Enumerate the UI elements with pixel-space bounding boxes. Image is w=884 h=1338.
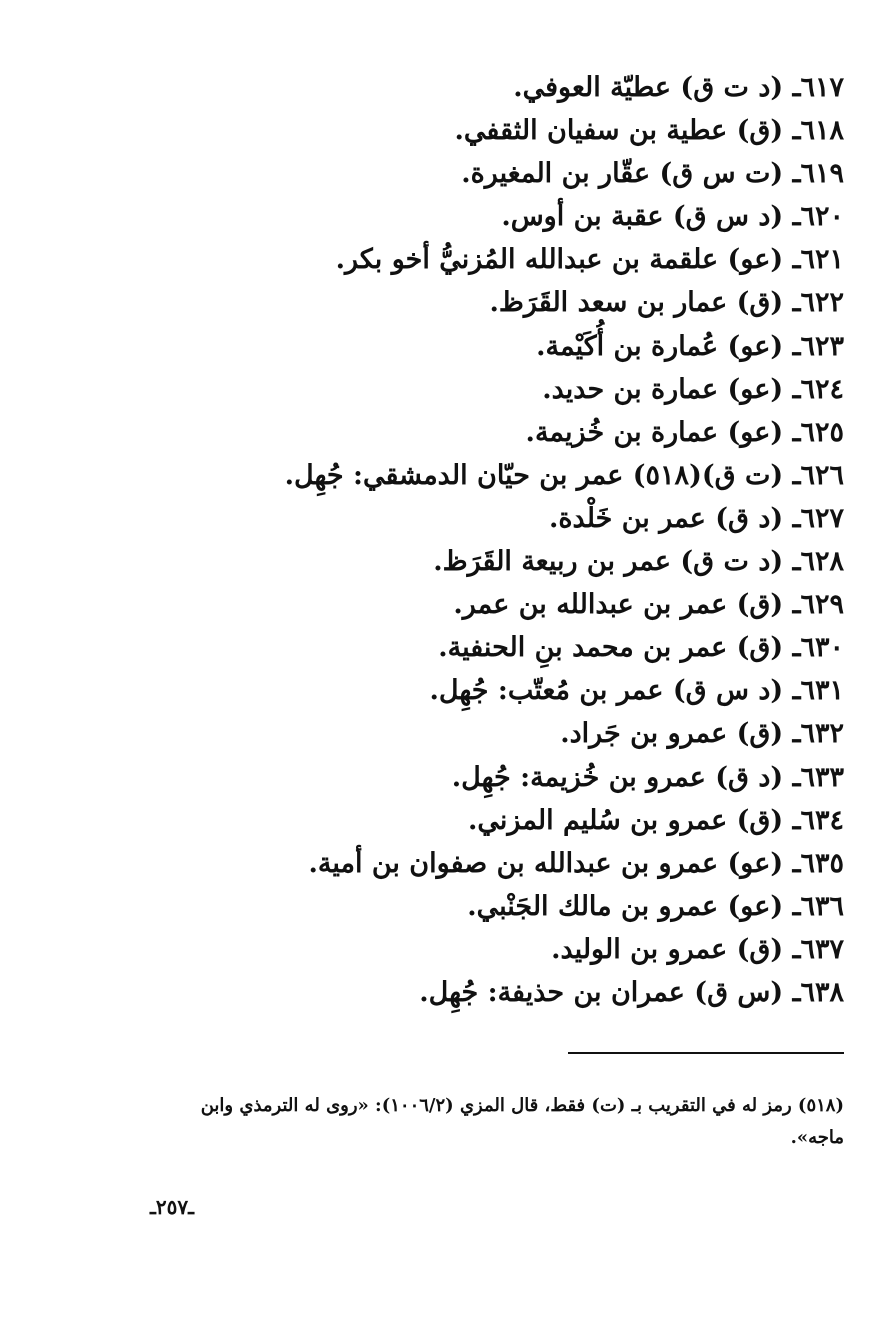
entry-number: ٦٣٣ـ bbox=[792, 761, 844, 793]
entry-text: (ق) عمرو بن الوليد. bbox=[551, 933, 784, 965]
entry-text: (ق) عمرو بن سُليم المزني. bbox=[468, 804, 784, 836]
entry-text: (ت س ق) عقّار بن المغيرة. bbox=[461, 158, 784, 190]
entry-text: (عو) عمرو بن عبدالله بن صفوان بن أمية. bbox=[308, 847, 784, 879]
list-item bbox=[224, 712, 844, 755]
entry-text: (ق) عمر بن عبدالله بن عمر. bbox=[453, 589, 784, 621]
list-item bbox=[224, 454, 844, 497]
entry-text: (عو) عُمارة بن أُكَيْمة. bbox=[536, 330, 784, 362]
entry-number: ٦٣١ـ bbox=[792, 675, 844, 707]
list-item bbox=[224, 756, 844, 799]
list-item bbox=[224, 281, 844, 324]
entry-number: ٦٣٧ـ bbox=[792, 933, 844, 965]
list-item bbox=[224, 238, 844, 281]
footnote-separator bbox=[568, 1052, 844, 1054]
list-item bbox=[224, 540, 844, 583]
entry-number: ٦٣٨ـ bbox=[792, 976, 844, 1008]
entry-text: (ت ق)(٥١٨) عمر بن حيّان الدمشقي: جُهِل. bbox=[284, 459, 784, 491]
list-item bbox=[224, 885, 844, 928]
entry-number: ٦١٧ـ bbox=[792, 72, 844, 103]
entry-text: (د ت ق) عمر بن ربيعة القَرَظ. bbox=[433, 546, 784, 578]
entry-text: (ق) عمرو بن جَراد. bbox=[560, 718, 784, 750]
entry-text: (ق) عمر بن محمد بنِ الحنفية. bbox=[438, 632, 784, 664]
entry-text: (عو) علقمة بن عبدالله المُزنيُّ أخو بكر. bbox=[335, 244, 784, 276]
entry-number: ٦٢٩ـ bbox=[792, 589, 844, 621]
entry-number: ٦٣٦ـ bbox=[792, 890, 844, 922]
entry-text: (عو) عمارة بن خُزيمة. bbox=[525, 416, 784, 448]
entry-text: (د ق) عمرو بن خُزيمة: جُهِل. bbox=[451, 761, 784, 793]
list-item bbox=[224, 799, 844, 842]
list-item bbox=[224, 842, 844, 885]
entry-text: (س ق) عمران بن حذيفة: جُهِل. bbox=[419, 976, 784, 1008]
list-item bbox=[224, 971, 844, 1014]
list-item bbox=[224, 626, 844, 669]
footnote: (٥١٨) رمز له في التقريب بـ (ت) فقط، قال المزي (١٠٠٦/٢): «روى له الترمذي وابن ماجه». bbox=[200, 1095, 844, 1148]
entry-text: (د ق) عمر بن خَلْدة. bbox=[549, 502, 784, 534]
entry-text: (د س ق) عقبة بن أوس. bbox=[501, 201, 784, 233]
entry-text: (ق) عمار بن سعد القَرَظ. bbox=[489, 287, 784, 319]
entry-number: ٦٣٤ـ bbox=[792, 804, 844, 836]
entry-text: (عو) عمارة بن حديد. bbox=[542, 373, 784, 405]
list-item bbox=[224, 325, 844, 368]
entry-number: ٦٢٥ـ bbox=[792, 416, 844, 448]
narrator-list bbox=[224, 66, 844, 1014]
entry-number: ٦٣٢ـ bbox=[792, 718, 844, 750]
entry-number: ٦٢٧ـ bbox=[792, 502, 844, 534]
entry-number: ٦٣٠ـ bbox=[792, 632, 844, 664]
entry-number: ٦٢٤ـ bbox=[792, 373, 844, 405]
list-item bbox=[224, 66, 844, 109]
entry-number: ٦٣٥ـ bbox=[792, 847, 844, 879]
entry-number: ٦١٨ـ bbox=[792, 115, 844, 147]
list-item bbox=[224, 583, 844, 626]
entry-number: ٦٢٨ـ bbox=[792, 546, 844, 578]
entry-number: ٦١٩ـ bbox=[792, 158, 844, 190]
entry-number: ٦٢٦ـ bbox=[792, 459, 844, 491]
list-item bbox=[224, 669, 844, 712]
list-item bbox=[224, 368, 844, 411]
entry-number: ٦٢٣ـ bbox=[792, 330, 844, 362]
list-item bbox=[224, 411, 844, 454]
list-item bbox=[224, 109, 844, 152]
list-item bbox=[224, 928, 844, 971]
page-number: ـ٢٥٧ـ bbox=[150, 1195, 194, 1219]
entry-text: (د ت ق) عطيّة العوفي. bbox=[513, 72, 784, 103]
entry-number: ٦٢١ـ bbox=[792, 244, 844, 276]
entry-number: ٦٢٢ـ bbox=[792, 287, 844, 319]
entry-text: (عو) عمرو بن مالك الجَنْبي. bbox=[467, 890, 784, 922]
list-item bbox=[224, 195, 844, 238]
entry-text: (د س ق) عمر بن مُعتّب: جُهِل. bbox=[429, 675, 784, 707]
entry-number: ٦٢٠ـ bbox=[792, 201, 844, 233]
entry-text: (ق) عطية بن سفيان الثقفي. bbox=[454, 115, 784, 147]
list-item bbox=[224, 497, 844, 540]
list-item bbox=[224, 152, 844, 195]
